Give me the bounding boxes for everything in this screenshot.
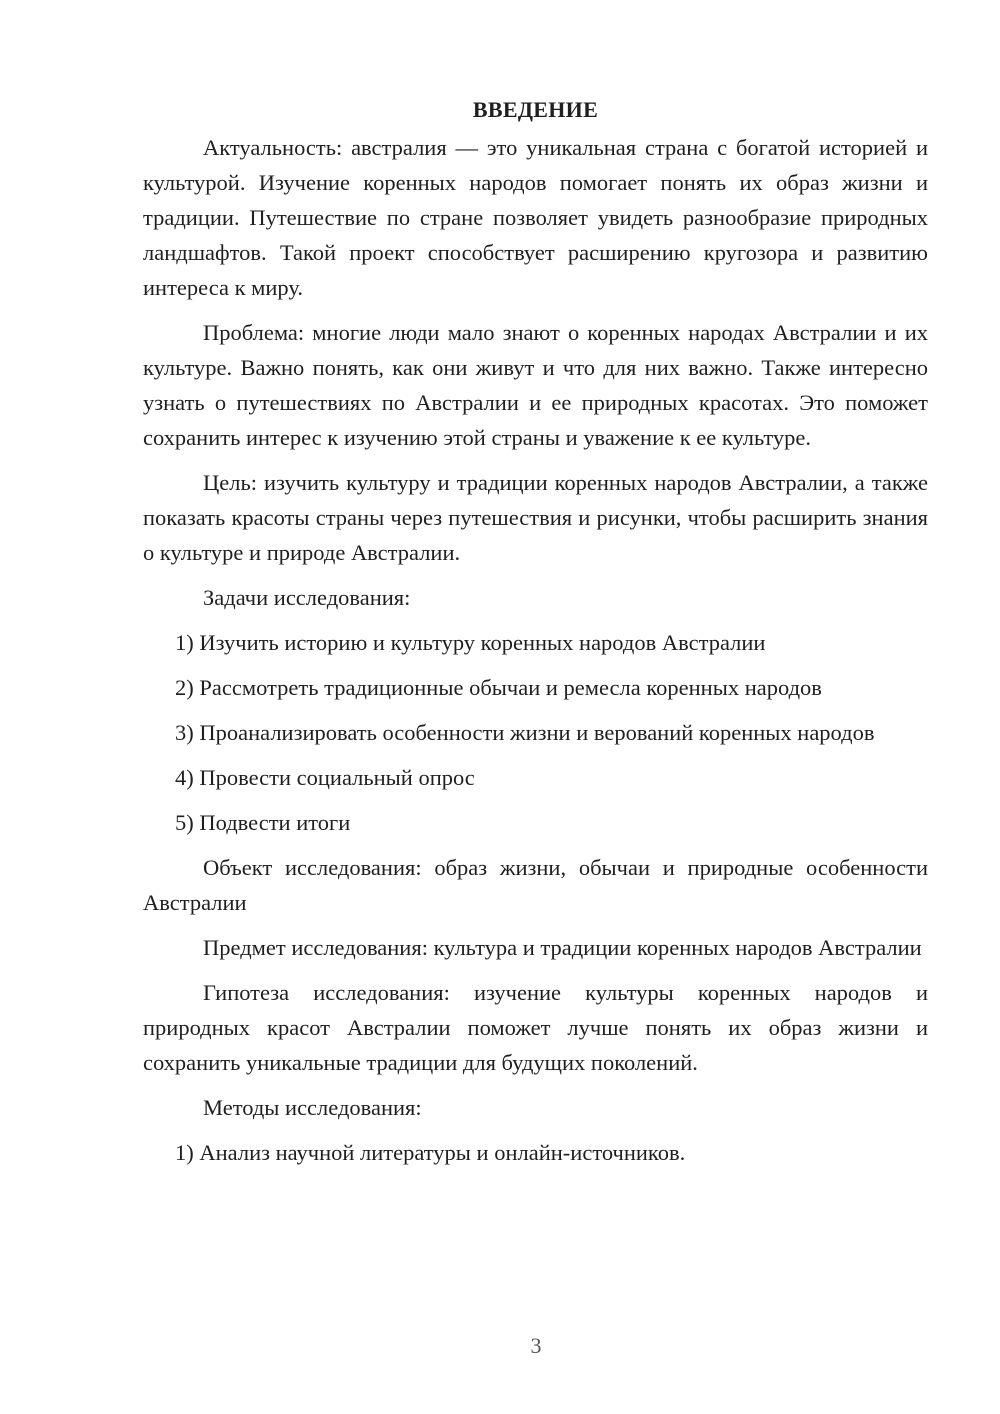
method-item-1: 1) Анализ научной литературы и онлайн-источников. (175, 1140, 686, 1165)
problem-paragraph: Проблема: многие люди мало знают о коренных народах Австралии и их культуре. Важно понять, как они живут и что для них важно. Также интересно узнать о путешествиях по Австралии и ее природных красотах. Это поможет сохранить интерес к изучению этой страны и уважение к ее культуре. (143, 320, 928, 450)
hypothesis-paragraph: Гипотеза исследования: изучение культуры коренных народов и природных красот Австралии поможет лучше понять их образ жизни и сохранить уникальные традиции для будущих поколений. (143, 980, 928, 1075)
task-item-5: 5) Подвести итоги (175, 810, 351, 835)
page-title: ВВЕДЕНИЕ (472, 97, 599, 122)
object-paragraph: Объект исследования: образ жизни, обычаи и природные особенности Австралии (143, 855, 928, 915)
task-item-1: 1) Изучить историю и культуру коренных народов Австралии (175, 630, 766, 655)
task-item-2: 2) Рассмотреть традиционные обычаи и ремесла коренных народов (175, 675, 822, 700)
document-body (143, 94, 928, 1180)
actuality-paragraph: Актуальность: австралия — это уникальная страна с богатой историей и культурой. Изучение коренных народов помогает понять их образ жизни и традиции. Путешествие по стране позволяет увидеть разнообразие природных ландшафтов. Такой проект способствует расширению кругозора и развитию интереса к миру. (143, 135, 928, 300)
tasks-heading: Задачи исследования: (203, 585, 411, 610)
page-number: 3 (530, 1333, 542, 1358)
task-item-3: 3) Проанализировать особенности жизни и верований коренных народов (175, 720, 875, 745)
methods-heading: Методы исследования: (203, 1095, 422, 1120)
goal-paragraph: Цель: изучить культуру и традиции коренных народов Австралии, а также показать красоты страны через путешествия и рисунки, чтобы расширить знания о культуре и природе Австралии. (143, 470, 928, 565)
subject-paragraph: Предмет исследования: культура и традиции коренных народов Австралии (203, 935, 922, 960)
task-item-4: 4) Провести социальный опрос (175, 765, 475, 790)
